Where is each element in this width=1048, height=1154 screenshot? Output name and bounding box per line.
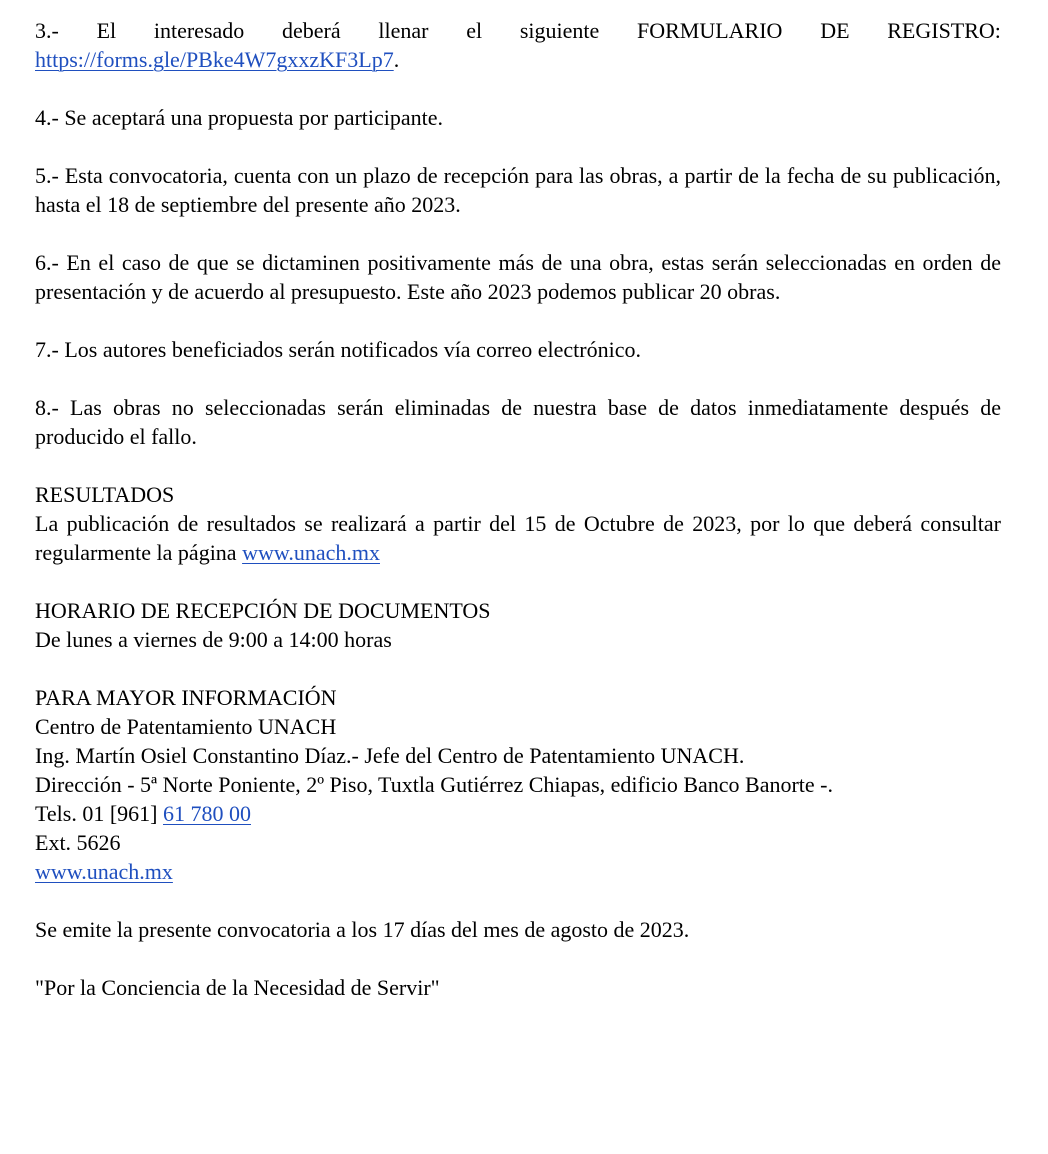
phone-link[interactable]: 61 780 00	[163, 801, 251, 826]
info-extension: Ext. 5626	[35, 830, 121, 855]
item-3-paragraph	[35, 16, 1001, 74]
info-tels-prefix: Tels. 01 [961]	[35, 801, 158, 826]
info-telefonos	[35, 799, 1001, 828]
document-page	[35, 16, 1001, 1031]
item-3-second-line	[35, 45, 1001, 74]
item-3-word: llenar	[378, 18, 429, 43]
item-4-paragraph: 4.- Se aceptará una propuesta por participante.	[35, 105, 444, 130]
resultados-heading: RESULTADOS	[35, 482, 175, 507]
info-centro: Centro de Patentamiento UNACH	[35, 714, 337, 739]
item-3-word: interesado	[153, 18, 245, 43]
item-3-word: FORMULARIO	[636, 18, 783, 43]
info-jefe: Ing. Martín Osiel Constantino Díaz.- Jefe del Centro de Patentamiento UNACH.	[35, 743, 745, 768]
info-website-link[interactable]: www.unach.mx	[35, 859, 173, 884]
item-3-word: deberá	[282, 18, 341, 43]
info-section	[35, 683, 1001, 886]
unach-website-link[interactable]: www.unach.mx	[242, 540, 380, 565]
item-3-word: REGISTRO:	[887, 18, 1001, 43]
item-3-word: DE	[820, 18, 850, 43]
info-direccion: Dirección - 5ª Norte Poniente, 2º Piso, Tuxtla Gutiérrez Chiapas, edificio Banco Banorte -.	[35, 772, 833, 797]
resultados-section	[35, 480, 1001, 567]
item-3-word: siguiente	[519, 18, 600, 43]
item-8-paragraph: 8.- Las obras no seleccionadas serán eliminadas de nuestra base de datos inmediatamente después de producido el fallo.	[35, 395, 1001, 449]
horario-text: De lunes a viernes de 9:00 a 14:00 horas	[35, 627, 392, 652]
resultados-text-block	[35, 509, 1001, 567]
info-heading: PARA MAYOR INFORMACIÓN	[35, 685, 337, 710]
lema-paragraph: "Por la Conciencia de la Necesidad de Servir"	[35, 975, 440, 1000]
item-3-first-line	[35, 16, 1001, 45]
emision-paragraph: Se emite la presente convocatoria a los 17 días del mes de agosto de 2023.	[35, 917, 690, 942]
resultados-text: La publicación de resultados se realizará a partir del 15 de Octubre de 2023, por lo que deberá consultar regularmente la página	[35, 511, 1001, 565]
item-3-word: El	[96, 18, 117, 43]
item-3-word: el	[466, 18, 483, 43]
horario-heading: HORARIO DE RECEPCIÓN DE DOCUMENTOS	[35, 598, 491, 623]
item-3-period: .	[393, 47, 400, 72]
item-6-paragraph: 6.- En el caso de que se dictaminen positivamente más de una obra, estas serán seleccionadas en orden de presentación y de acuerdo al presupuesto. Este año 2023 podemos publicar 20 obras.	[35, 250, 1001, 304]
horario-section	[35, 596, 1001, 654]
info-web-line	[35, 857, 1001, 886]
item-5-paragraph: 5.- Esta convocatoria, cuenta con un plazo de recepción para las obras, a partir de la fecha de su publicación, hasta el 18 de septiembre del presente año 2023.	[35, 163, 1001, 217]
item-7-paragraph: 7.- Los autores beneficiados serán notificados vía correo electrónico.	[35, 337, 641, 362]
item-3-word: 3.-	[35, 18, 59, 43]
registration-form-link[interactable]: https://forms.gle/PBke4W7gxxzKF3Lp7	[35, 47, 394, 72]
